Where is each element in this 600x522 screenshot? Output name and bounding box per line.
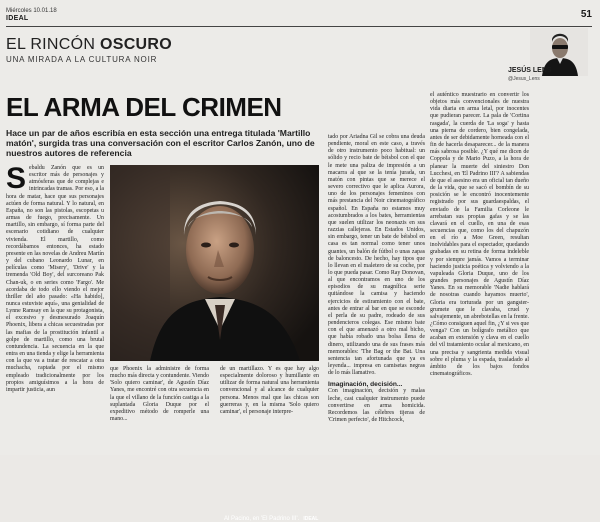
article-headline: EL ARMA DEL CRIMEN	[6, 92, 282, 122]
page-number: 51	[580, 9, 592, 20]
photo-credit: IDEAL	[303, 516, 319, 522]
column-4b-text: Con imaginación, decisión y malas leche, casi cualquier instrumento puede convertirse en arma homicida. Recordemos las célebres tijeras de 'Crimen perfecto', de Hitchcock,	[328, 388, 425, 424]
article-column-3	[220, 366, 319, 416]
drop-cap: S	[6, 162, 27, 195]
column-3-text: de un martillazo. Y es que hay algo especialmente doloroso y humillante en utilizar de forma natural una herramienta convencional y al alcance de cualquier persona. Menos mal que las chicas son guerreras y, en la misma 'Solo quiero caminar', el personaje interpre-	[220, 366, 319, 415]
al-pacino-photo	[110, 165, 319, 361]
article-column-4	[328, 134, 425, 424]
article-column-2	[110, 366, 209, 423]
article-column-1	[6, 162, 104, 394]
section-title-light: EL RINCÓN	[6, 36, 96, 53]
section-title-bold: OSCURO	[99, 36, 173, 53]
article-lede: Hace un par de años escribía en esta sección una entrega titulada 'Martillo matón', surgida tras una conversación con el escritor Carlos Zanón, uno de nuestros autores de referencia	[6, 128, 315, 158]
article-subhead: Imaginación, decisión...	[328, 381, 403, 389]
column-1-text: ebaldu Zanón que es un escritor más de personajes y atmósferas que de complejas e intrincadas tramas. Por eso, a la hora de matar, hace que sus personajes actúen de forma natural. Y lo natural, en España, no son las pistolas, escopetas u armas de fuego, precisamente. Un martillo, sin embargo, sí forma parte del escenario cotidiano de cualquier vivienda. El martillo, como recordábamos entonces, ha estado presente en las novelas de Andreu Martín y del cubano Leonardo Lunar, en películas como 'Misery', 'Drive' y la tremenda 'Old Boy', del surcoreano Pak Chan-uk, o en series como 'Fargo'. Me acordaba de todo ello viendo el mejor thriller del año pasado: «Ha habido], nunca estuviste aquí», una genialidad de Lynne Ramsay en la que su protagonista, el excesivo y desmesurado Joaquín Phoenix, libera a chicas secuestradas por las mafias de la prostitución infantil a golpe de martillo, como una brutal contundencia. La secuencia en la que entra en una tienda y elige la herramienta con la que va a tratar de rescatar a otra muchacha, raptada por el mismo empleado tradicionalmente por los propios amiguísimos a la hora de impartir justicia, aun	[6, 165, 104, 393]
column-5-text: el auténtico muestrario en convertir los objetos más convencionales de nuestra vida diaria en arma letal, por inocentes que pudieran parecer. La pala de 'Cortina rasgada', la cuerda de 'La soga' y hasta una pierna de cordero, bien congelada, antes de ser debidamente horneada con el fin de hacerla desaparecer... de la manera más sabrosa posible. ¿Y qué me dicen de Coppola y de Mario Puzo, a la hora de planear la muerte del siniestro Don Lucchesi, en 'El Padrino III'? A sabiendas de que el asesino era un oficial tan dueño de la vida, que se sacó el bombín de su posición se le encontró inocentemente registrado por sus guardaespaldas, el enviado de la Familia Corleone le arrebatan sus propias gafas y se las clavará en el cuello, en una de esas secuencias que, como los del chapuzón en el río a Moe Green, resultan inolvidables para el espectador, quedando grabadas en su retina de forma indeleble y por siempre jamás. Vamos a terminar haciendo justicia poética y volviendo a la vapuleada Gloria Duque, uno de los grandes personajes de Agustín Díaz Yanes. En su memorable 'Nadie hablará de nosotras cuando hayamos muerto', Gloria era torturada por un gangster-grumete que le clavaba, cruel y salvajemente, un abrebotellas en la frente. ¿Cómo consiguen aquel fin, ¿Y si ves que venga? Con un bolígrafo metálico que acaban en extensión y clava en el cuello del vil tratamiento ocular al mexicano, en una precisa y sangrienta medida visual sobre el pluma y la espada, trasladado al ámbito de los bajos fondos cinematográficos.	[430, 92, 529, 378]
section-subtitle: UNA MIRADA A LA CULTURA NOIR	[6, 55, 158, 64]
photo-caption	[224, 516, 318, 522]
column-2-text: que Phoenix la administre de forma mucho más directa y contundente. Viendo 'Solo quiero caminar', de Agustín Díaz Yanes, me encontré con otra secuencia en la que el villano de la función castiga a la suplantada Gloria Duque por el expeditivo método de romperle una mano...	[110, 366, 209, 423]
section-title	[6, 36, 172, 54]
author-handle: @Jesus_Lens	[508, 76, 540, 82]
issue-date: Miércoles 10.01.18	[6, 8, 57, 14]
publication-name: IDEAL	[6, 15, 29, 22]
photo-caption-text: Al Pacino, en 'El Padrino III'.	[224, 516, 300, 522]
author-name: JESÚS LENS	[508, 67, 552, 74]
header-divider	[6, 26, 592, 27]
column-4-text: tado por Ariadna Gil se cobra una deuda pendiente, moral en este caso, a través de otro instrumento poco habitual: un sólido y recio bate de béisbol con el que le mete una paliza de impresión a un macarra al que se la tenía jurada, un matón con pintas que se merece el severo correctivo que le aplica Aurora, uno de los personajes femeninos con más prestancia del Noir cinematográfico español. En España no estamos muy acostumbrados a los bates, herramientas que suelen utilizar los neonazis en sus razzias callejeras. En Estados Unidos, sin embargo, tener un bate de béisbol en casa es tan normal como tener unos guantes, un balón de fútbol o unas zapas de baloncesto. De hecho, hay tipos que lo llevan en el maletero de su coche, por lo que pueda pasar. Como Ray Donovan, al que encontramos en uno de los episodios de su magnífica serie quitándose la camisa y haciendo ejercicios de estiramiento con el bate, antes de entrar al bar en que se esconde el perla de su padre, rodeado de sus pendencieros colegas. Ese mismo bate con el que amenazó a otro mal bicho, que había robado una bolsa llena de dinero, utilizando una de sus frases más memorables: 'The Bag or the Bat. Una sentencia tan afortunada que ya es leyenda... impresa en camisetas negras de lo más llamativo.	[328, 134, 425, 377]
article-column-5	[430, 92, 529, 378]
